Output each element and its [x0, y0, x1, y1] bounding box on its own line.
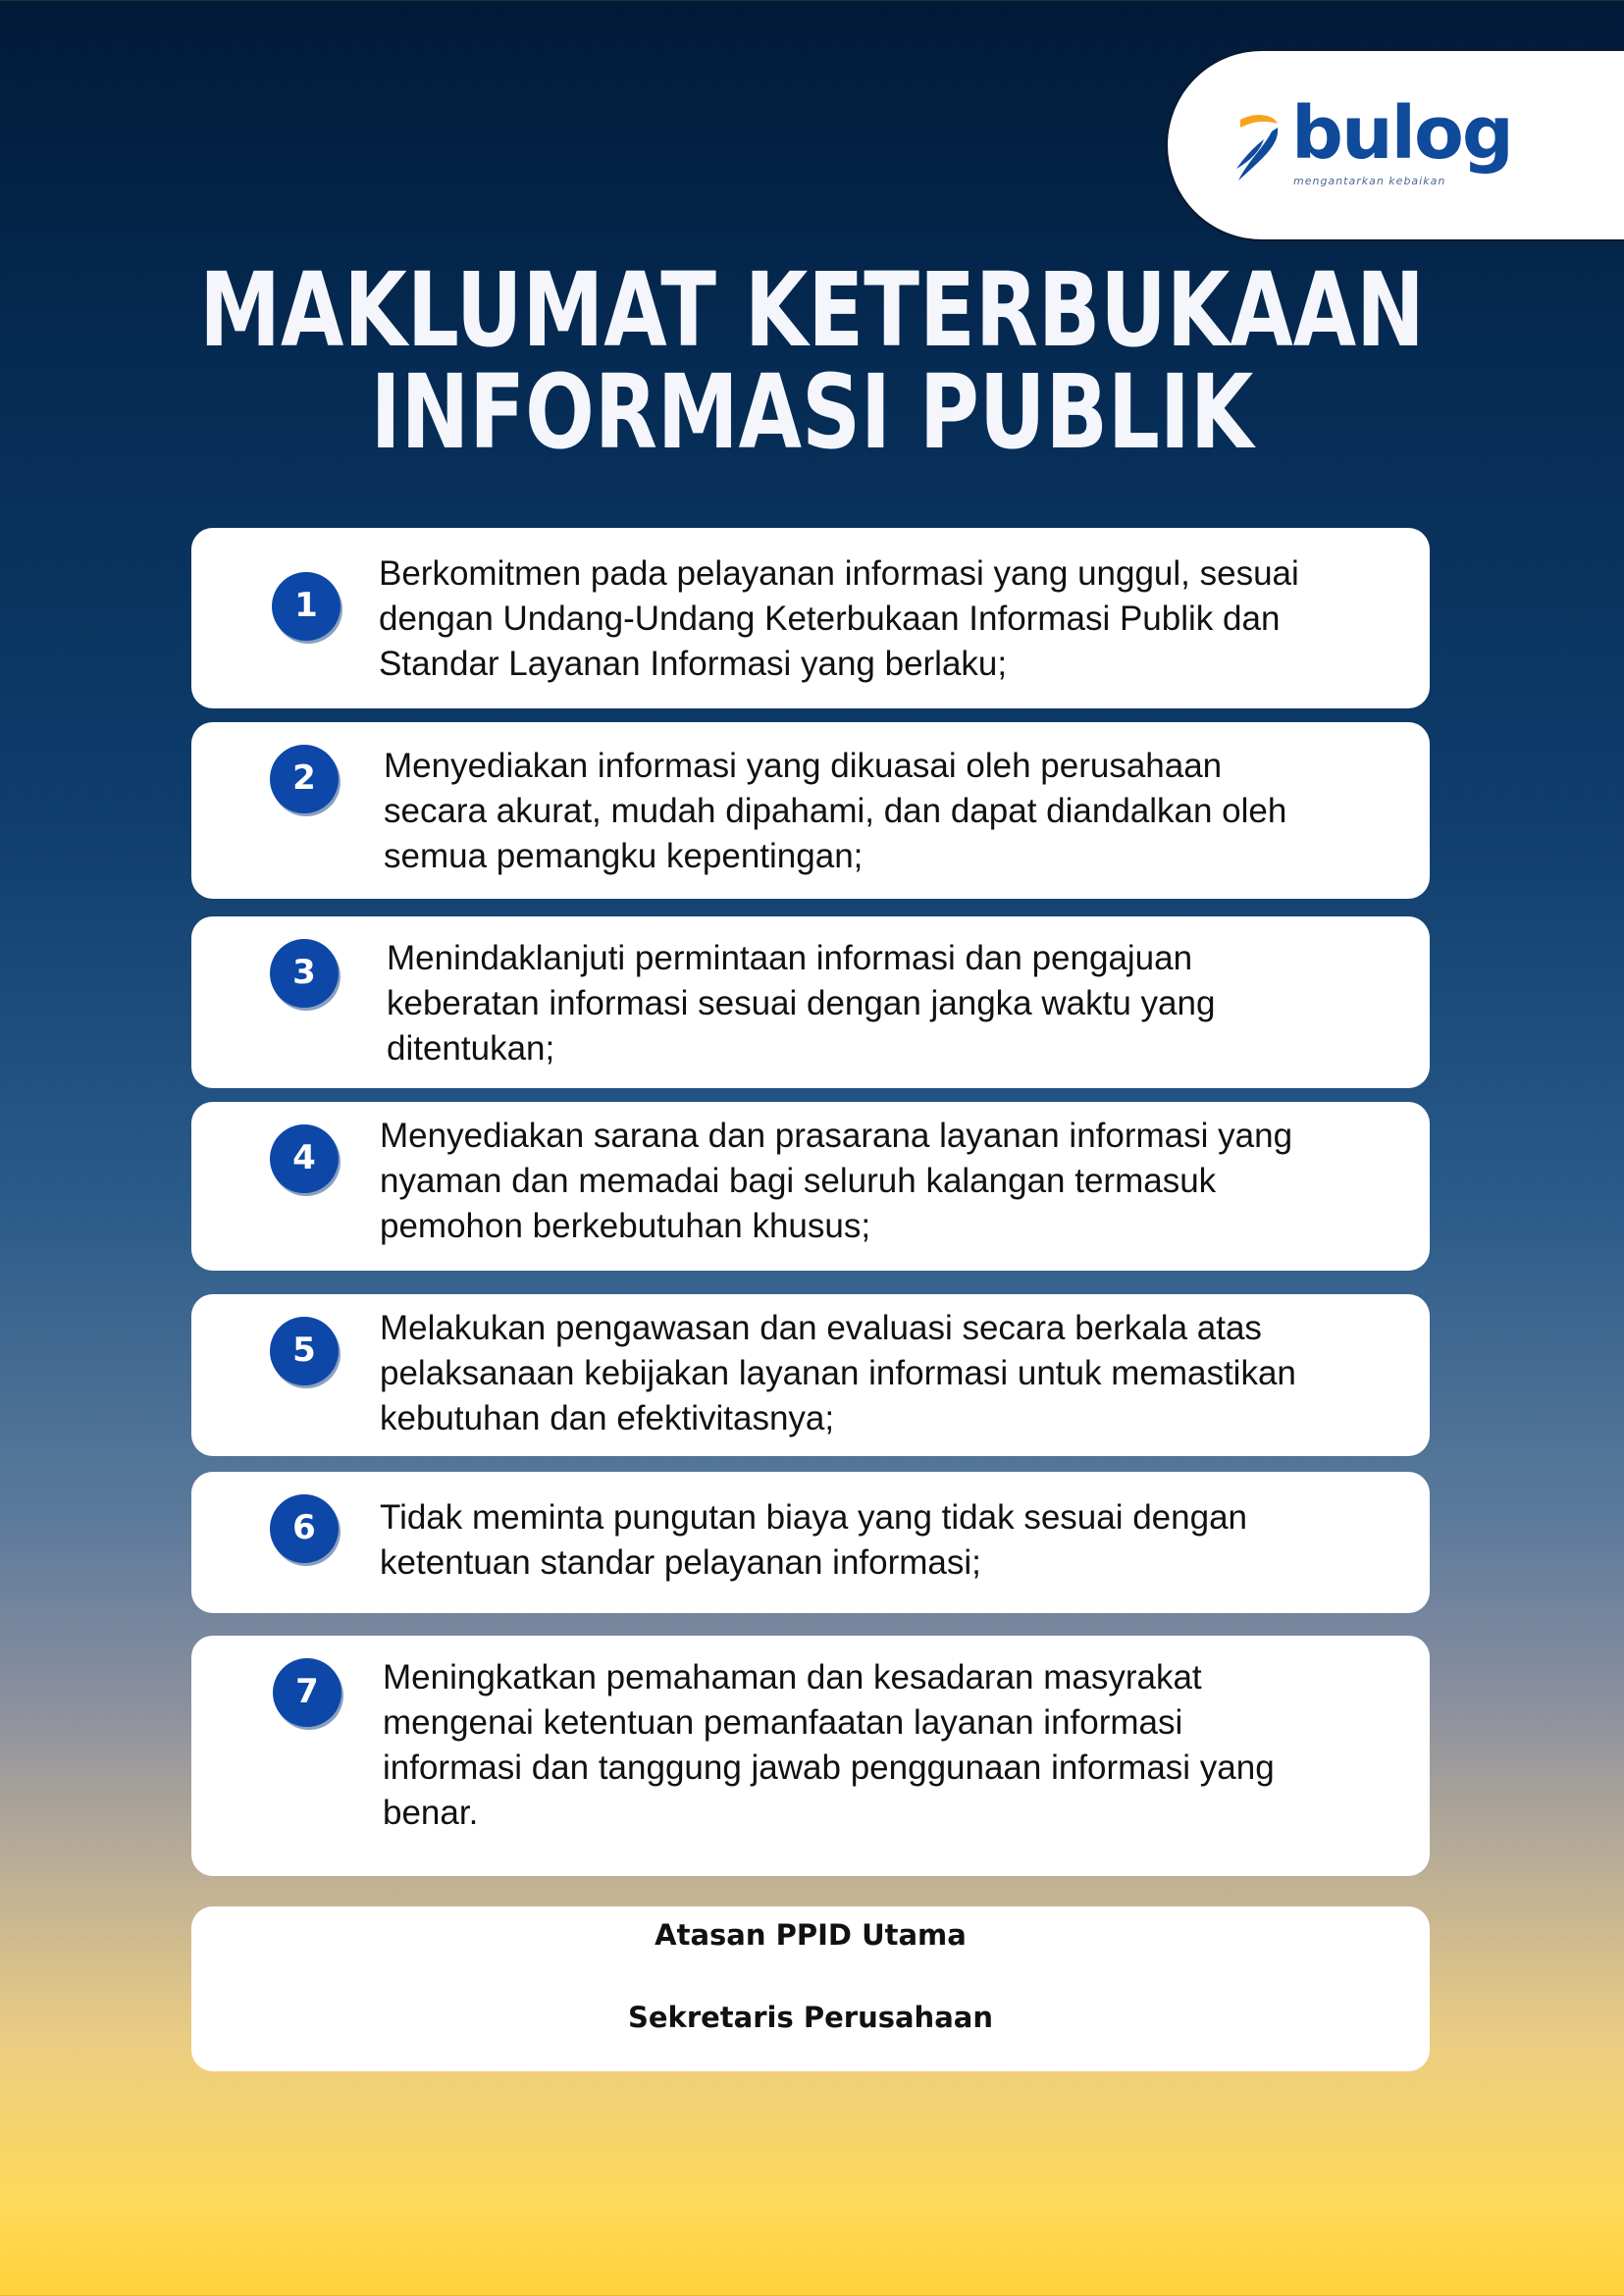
list-item	[191, 916, 1430, 1088]
list-item	[191, 1294, 1430, 1456]
list-item	[191, 1102, 1430, 1271]
signature-position: Sekretaris Perusahaan	[628, 2001, 993, 2034]
list-item	[191, 722, 1430, 899]
list-item-text: Melakukan pengawasan dan evaluasi secara berkala atas pelaksanaan kebijakan layanan informasi untuk memastikan kebutuhan dan efektivitasnya;	[380, 1309, 1296, 1437]
logo-tab	[1166, 49, 1624, 241]
list-item-text: Tidak meminta pungutan biaya yang tidak sesuai dengan ketentuan standar pelayanan informasi;	[380, 1498, 1248, 1582]
logo-tagline: mengantarkan kebaikan	[1293, 175, 1446, 187]
number-badge: 6	[270, 1494, 339, 1563]
list-item-text: Menindaklanjuti permintaan informasi dan pengajuan keberatan informasi sesuai dengan jangka waktu yang ditentukan;	[387, 939, 1216, 1068]
list-item	[191, 528, 1430, 708]
list-item-text: Menyediakan sarana dan prasarana layanan informasi yang nyaman dan memadai bagi seluruh kalangan termasuk pemohon berkebutuhan khusus;	[380, 1117, 1293, 1245]
list-item-text: Meningkatkan pemahaman dan kesadaran masyrakat mengenai ketentuan pemanfaatan layanan informasi informasi dan tanggung jawab penggunaan informasi yang benar.	[383, 1658, 1275, 1832]
list-item	[191, 1472, 1430, 1613]
bulog-swoosh-icon	[1234, 112, 1282, 186]
number-badge: 7	[273, 1658, 341, 1727]
number-badge: 5	[270, 1317, 339, 1385]
number-badge: 3	[270, 939, 339, 1008]
signature-role: Atasan PPID Utama	[655, 1918, 967, 1952]
number-badge: 1	[272, 572, 341, 641]
list-item-text: Berkomitmen pada pelayanan informasi yang unggul, sesuai dengan Undang-Undang Keterbukaan Informasi Publik dan Standar Layanan Informasi yang berlaku;	[379, 554, 1299, 683]
signature-card	[191, 1906, 1430, 2071]
number-badge: 2	[270, 745, 339, 813]
list-item-text: Menyediakan informasi yang dikuasai oleh perusahaan secara akurat, mudah dipahami, dan dapat diandalkan oleh semua pemangku kepentingan;	[384, 747, 1287, 875]
page-title	[0, 250, 1624, 472]
title-line-1: MAKLUMAT KETERBUKAAN	[199, 250, 1425, 370]
logo-wordmark: bulog	[1291, 91, 1512, 176]
number-badge: 4	[270, 1124, 339, 1193]
list-item	[191, 1636, 1430, 1876]
title-line-2: INFORMASI PUBLIK	[370, 352, 1254, 472]
